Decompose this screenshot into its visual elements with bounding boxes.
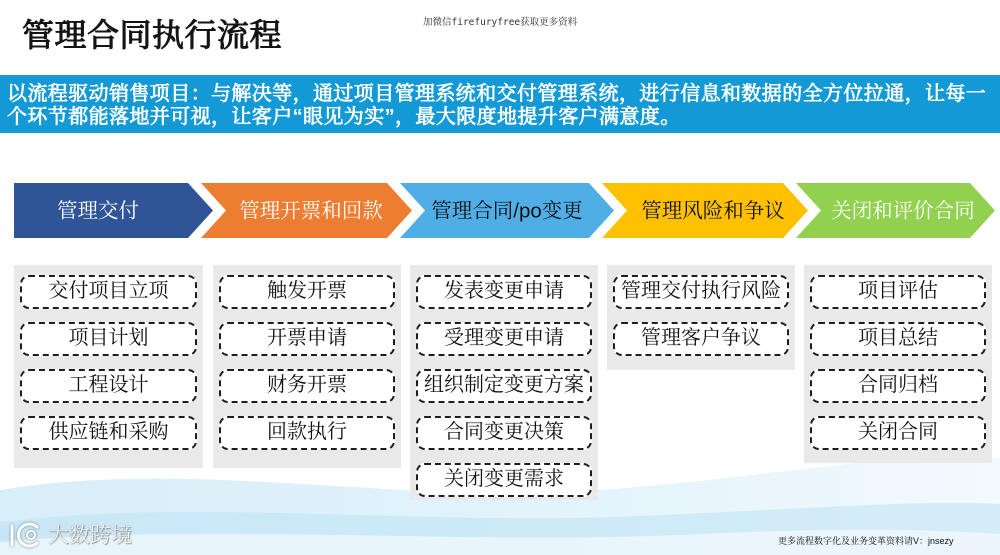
process-step: 项目评估: [810, 275, 986, 309]
process-step: 触发开票: [219, 275, 395, 309]
process-step: 合同归档: [810, 369, 986, 403]
stage-arrow-contract-po-change: [400, 183, 614, 238]
process-step: 供应链和采购: [20, 416, 197, 450]
stage-arrow-close-evaluate-contract: [796, 183, 995, 238]
process-stage-arrows: [0, 0, 1000, 260]
stage-panel-close-evaluate-contract: [804, 265, 992, 463]
stage-panel-manage-delivery: [14, 265, 203, 468]
stage-label: 管理开票和回款: [239, 199, 383, 223]
process-step: 回款执行: [219, 416, 395, 450]
stage-label: 管理交付: [57, 199, 139, 223]
process-step: 组织制定变更方案: [416, 369, 592, 403]
process-step: 管理交付执行风险: [613, 275, 789, 309]
stage-label: 管理合同/po变更: [431, 199, 583, 223]
process-step: 受理变更申请: [416, 322, 592, 356]
process-step: 交付项目立项: [20, 275, 197, 309]
intro-banner-text: 以流程驱动销售项目：与解决等，通过项目管理系统和交付管理系统，进行信息和数据的全方位拉通，让每一个环节都能落地并可视，让客户“眼见为实”，最大限度地提升客户满意度。: [7, 83, 987, 128]
process-step: 关闭合同: [810, 416, 986, 450]
stage-panel-contract-po-change: [410, 265, 598, 500]
slide-title: 管理合同执行流程: [22, 17, 283, 53]
process-step: 发表变更申请: [416, 275, 592, 309]
process-step: 合同变更决策: [416, 416, 592, 450]
stage-arrow-manage-delivery: [14, 183, 213, 238]
process-step: 项目总结: [810, 322, 986, 356]
footer-note: 更多流程数字化及业务变革资料请V：jnsezy: [778, 536, 954, 546]
brand-logo-icon: [6, 518, 46, 552]
stage-label: 关闭和评价合同: [831, 199, 975, 223]
watermark-text: 大数跨境: [48, 524, 132, 547]
process-step: 财务开票: [219, 369, 395, 403]
top-note: 加微信firefuryfree获取更多资料: [423, 17, 578, 28]
process-step: 管理客户争议: [613, 322, 789, 356]
process-step: 工程设计: [20, 369, 197, 403]
process-step: 开票申请: [219, 322, 395, 356]
stage-panel-risk-dispute: [607, 265, 795, 370]
stage-label: 管理风险和争议: [641, 199, 785, 223]
process-step: 项目计划: [20, 322, 197, 356]
stage-panel-invoicing-collection: [213, 265, 401, 468]
stage-arrow-invoicing-collection: [201, 183, 412, 238]
stage-arrow-risk-dispute: [602, 183, 808, 238]
process-step: 关闭变更需求: [416, 463, 592, 497]
